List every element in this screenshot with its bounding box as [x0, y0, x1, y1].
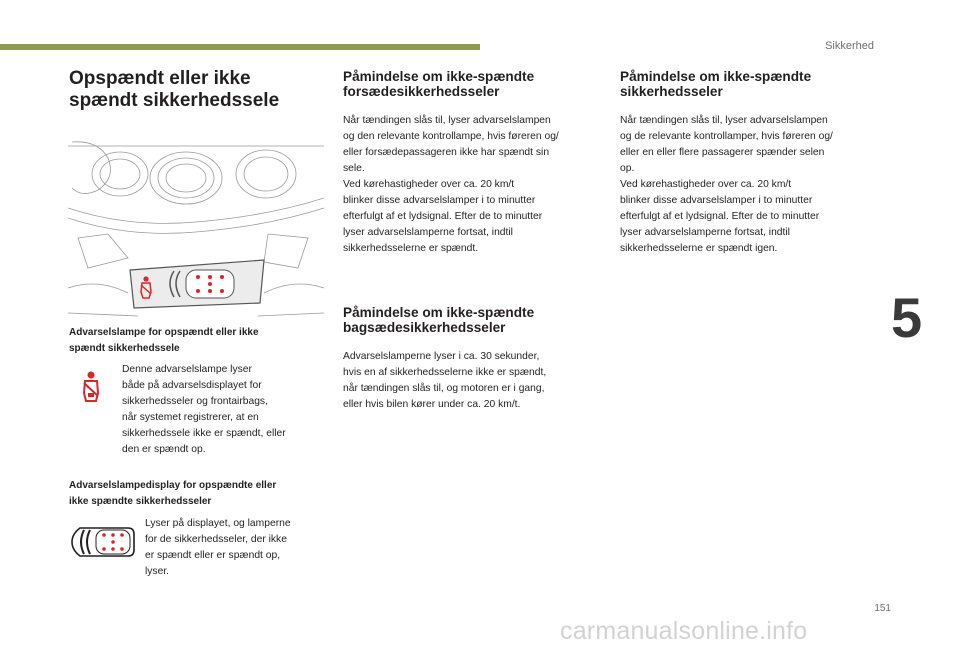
page-number: 151: [874, 603, 891, 614]
rear-seat-title: Påmindelse om ikke-spændte bagsædesikkerhedsseler: [343, 305, 535, 335]
col1-body: [69, 325, 329, 357]
display-caption: Advarselslampedisplay for opspændte eller ikke spændte sikkerhedsseler: [69, 480, 277, 507]
front-seat-text: Når tændingen slås til, lyser advarselslampen og den relevante kontrollampe, hvis føreren og/ eller forsædepassageren ikke har spændt sin sele. Ved kørehastigheder over ca. 20 km/t blinker disse advarselslamper i to minutter efterfulgt af et lydsignal. Efter de to minutter lyser advarselslamperne fortsat, indtil sikkerhedsselerne er spændt.: [343, 115, 559, 254]
dashboard-illustration: [68, 138, 324, 321]
display-description-block: [145, 516, 330, 580]
col2-rear-block: [343, 305, 608, 413]
col2-front-block: [343, 69, 608, 257]
display-caption-block: [69, 478, 329, 510]
col1-title: Opspændt eller ikke spændt sikkerhedssele: [69, 68, 280, 111]
chapter-number: 5: [891, 286, 923, 349]
col1-title-block: [69, 68, 329, 112]
display-description: Lyser på displayet, og lamperne for de sikkerhedsseler, der ikke er spændt eller er spændt op, lyser.: [145, 518, 291, 577]
watermark: carmanualsonline.info: [560, 617, 808, 645]
seatbelt-display-icon: [70, 525, 136, 559]
seatbelt-warning-icon: [80, 371, 102, 403]
lamp-description: Denne advarselslampe lyser både på advarselsdisplayet for sikkerhedsseler og frontairbags, når systemet registrerer, at en sikkerhedssele ikke er spændt, eller den er spændt op.: [122, 364, 286, 455]
all-seats-text: Når tændingen slås til, lyser advarselslampen og de relevante kontrollamper, hvis føreren og/ eller en eller flere passagerer spænder selen op. Ved kørehastigheder over ca. 20 km/t blinker disse advarselslamper i to minutter efterfulgt af et lydsignal. Efter de to minutter lyser advarselslamperne fortsat, indtil sikkerhedsselerne er spændt igen.: [620, 115, 833, 254]
front-seat-title: Påmindelse om ikke-spændte forsædesikkerhedsseler: [343, 69, 535, 99]
section-label: Sikkerhed: [825, 40, 874, 52]
rear-seat-text: Advarselslamperne lyser i ca. 30 sekunder, hvis en af sikkerhedsselerne ikke er spændt, når tændingen slås til, og motoren er i gang, eller hvis bilen kører under ca. 20 km/t.: [343, 351, 547, 410]
lamp-description-block: [122, 362, 332, 458]
col3-block: [620, 69, 885, 257]
lamp-caption: Advarselslampe for opspændt eller ikke spændt sikkerhedssele: [69, 327, 259, 354]
all-seats-title: Påmindelse om ikke-spændte sikkerhedsseler: [620, 69, 812, 99]
top-accent-bar: [0, 44, 480, 50]
